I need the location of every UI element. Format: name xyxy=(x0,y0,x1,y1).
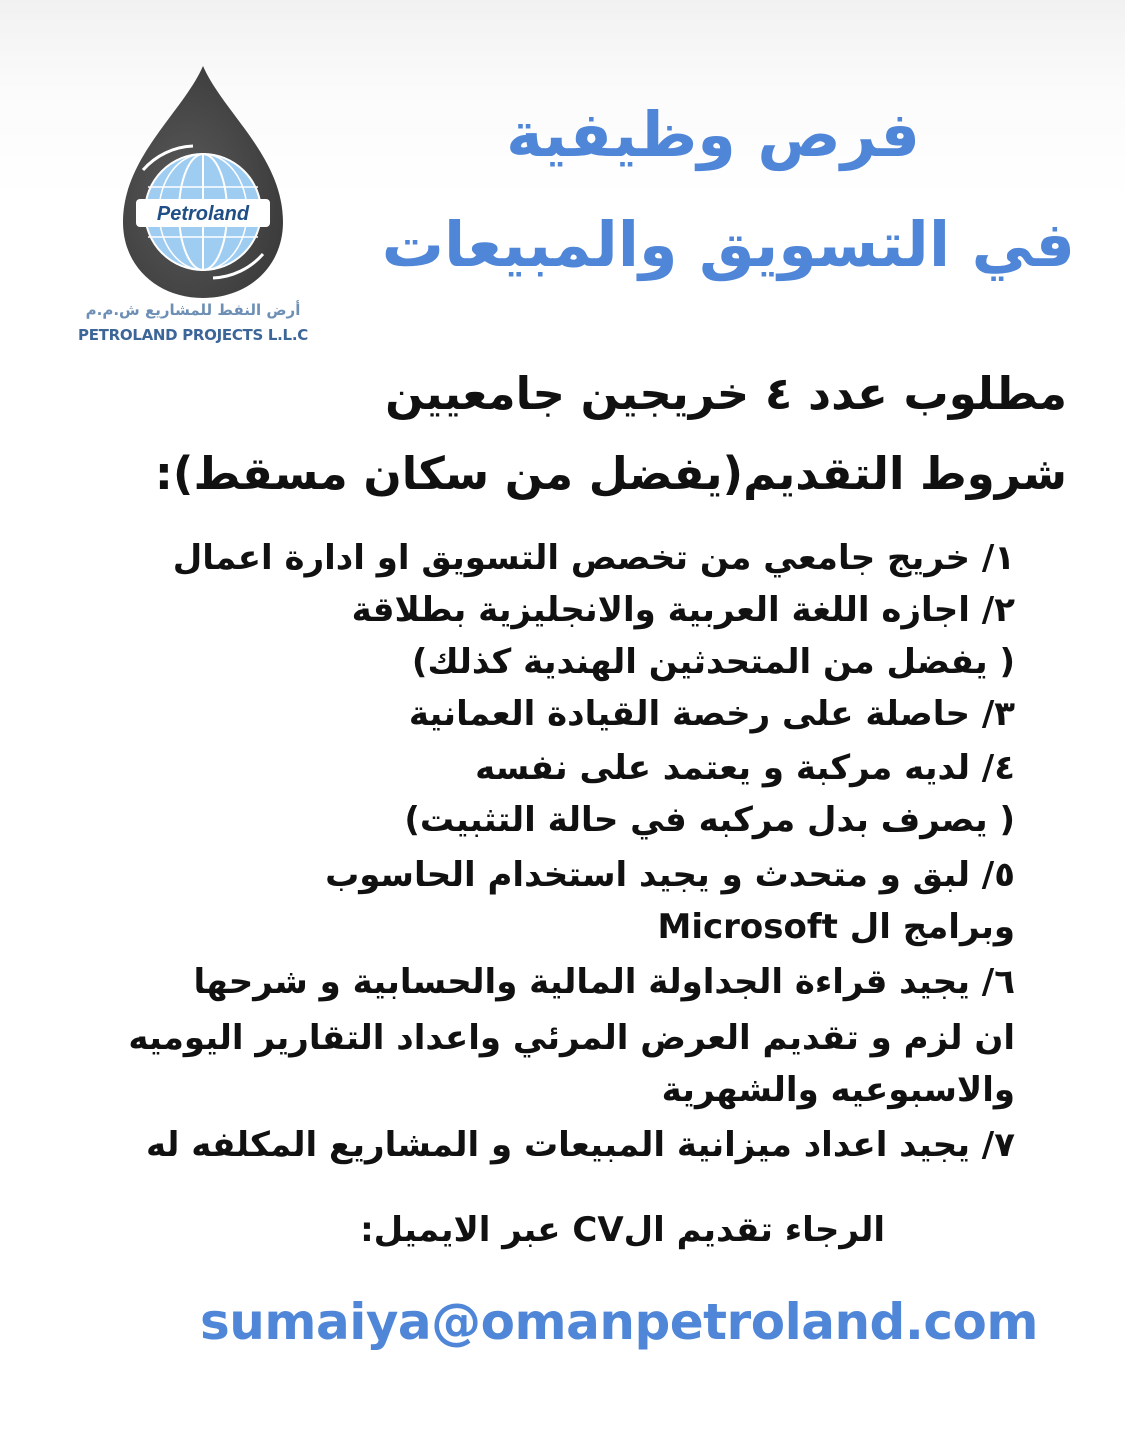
condition-line: ٣/ حاصلة على رخصة القيادة العمانية xyxy=(408,694,1015,734)
oil-drop-icon xyxy=(98,62,308,302)
condition-line: والاسبوعيه والشهرية xyxy=(661,1070,1015,1110)
subheading-graduates: مطلوب عدد ٤ خريجين جامعيين xyxy=(385,367,1067,420)
headline-line-2: في التسويق والمبيعات xyxy=(381,208,1075,281)
company-name-arabic: أرض النفط للمشاريع ش.م.م xyxy=(85,301,301,319)
condition-line: ( يصرف بدل مركبه في حالة التثبيت) xyxy=(404,800,1015,840)
headline-line-1: فرص وظيفية xyxy=(506,98,920,171)
condition-line: ٤/ لديه مركبة و يعتمد على نفسه xyxy=(475,748,1015,788)
contact-email-link[interactable]: sumaiya@omanpetroland.com xyxy=(200,1293,1038,1351)
condition-line: ( يفضل من المتحدثين الهندية كذلك) xyxy=(411,642,1015,682)
condition-line: ٦/ يجيد قراءة الجداولة المالية والحسابية و شرحها xyxy=(193,962,1015,1002)
logo-badge-text: Petroland xyxy=(156,203,250,225)
condition-line: ان لزم و تقديم العرض المرئي واعداد التقارير اليوميه xyxy=(128,1018,1015,1058)
condition-line: ٥/ لبق و متحدث و يجيد استخدام الحاسوب xyxy=(325,855,1015,895)
company-name-english: PETROLAND PROJECTS L.L.C xyxy=(78,326,308,344)
condition-line: وبرامج ال Microsoft xyxy=(657,907,1015,947)
condition-line: ٢/ اجازه اللغة العربية والانجليزية بطلاقة xyxy=(351,590,1015,630)
apply-instruction: الرجاء تقديم الCV عبر الايميل: xyxy=(360,1210,885,1250)
company-logo xyxy=(98,62,308,342)
condition-line: ١/ خريج جامعي من تخصص التسويق او ادارة اعمال xyxy=(172,538,1015,578)
subheading-conditions: شروط التقديم(يفضل من سكان مسقط): xyxy=(154,447,1067,500)
condition-line: ٧/ يجيد اعداد ميزانية المبيعات و المشاريع المكلفه له xyxy=(145,1125,1015,1165)
